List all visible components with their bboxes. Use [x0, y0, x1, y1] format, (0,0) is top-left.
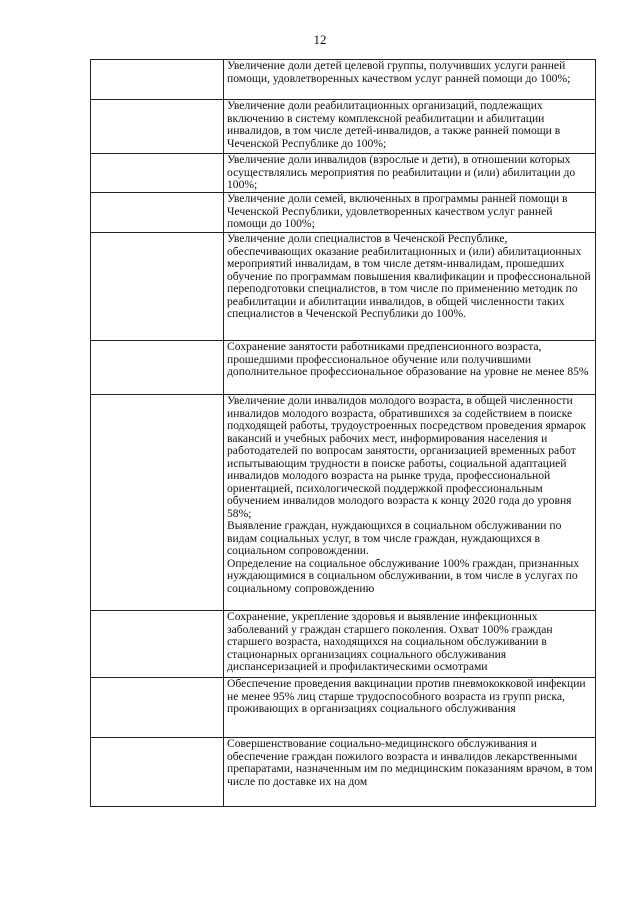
- table-row: [91, 395, 596, 611]
- table-cell-text: [224, 60, 596, 100]
- table-cell-left: [91, 395, 224, 611]
- table-cell-text: [224, 341, 596, 395]
- row-text: Увеличение доли специалистов в Чеченской Республике, обеспечивающих оказание реабилитационных и (или) абилитационных мероприятий инвалидам, в том числе детям-инвалидам, прошедших обучение по программам повышения квалификации и профессиональной переподготовки специалистов, в том числе по применению методик по реабилитации и абилитации инвалидов, в общей численности таких специалистов в Чеченской Республики до 100%.: [227, 233, 591, 320]
- row-text: Увеличение доли семей, включенных в программы ранней помощи в Чеченской Республики, удовлетворенных качеством услуг ранней помощи до 100%;: [227, 193, 568, 230]
- table-cell-left: [91, 100, 224, 154]
- row-text-extra: Определение на социальное обслуживание 100% граждан, признанных нуждающимися в социальном обслуживании, в том числе в услугах по социальному сопровождению: [227, 557, 580, 595]
- table-cell-text: [224, 395, 596, 611]
- table-row: [91, 341, 596, 395]
- table-row: [91, 60, 596, 100]
- table-row: [91, 678, 596, 738]
- table-cell-left: [91, 678, 224, 738]
- table-row: [91, 738, 596, 807]
- row-text: Увеличение доли детей целевой группы, получивших услуги ранней помощи, удовлетворенных качеством услуг ранней помощи до 100%;: [227, 60, 571, 85]
- page-number: 12: [313, 32, 327, 47]
- table-row: [91, 233, 596, 341]
- table-cell-text: [224, 193, 596, 233]
- table-cell-text: [224, 233, 596, 341]
- table-cell-left: [91, 154, 224, 193]
- table-cell-left: [91, 611, 224, 678]
- table-row: [91, 193, 596, 233]
- table-cell-text: [224, 738, 596, 807]
- row-text: Увеличение доли реабилитационных организаций, подлежащих включению в систему комплексной реабилитации и абилитации инвалидов, в том числе детей-инвалидов, а также ранней помощи в Чеченской Республике до 100%;: [227, 100, 561, 150]
- row-text-extra: Выявление граждан, нуждающихся в социальном обслуживании по видам социальных услуг, в том числе граждан, нуждающихся в социальном сопровождении.: [227, 520, 562, 557]
- table-cell-text: [224, 678, 596, 738]
- table-cell-left: [91, 341, 224, 395]
- document-table: [90, 59, 596, 807]
- row-text: Обеспечение проведения вакцинации против пневмококковой инфекции не менее 95% лиц старше трудоспособного возраста из групп риска, проживающих в организациях социального обслуживания: [227, 678, 586, 715]
- table-cell-left: [91, 193, 224, 233]
- row-text: Сохранение, укрепление здоровья и выявление инфекционных заболеваний у граждан старшего поколения. Охват 100% граждан старшего возраста, находящихся на социальном обслуживании в стационарных организациях социального обслуживания диспансеризацией и профилактическими осмотрами: [227, 611, 553, 673]
- table-cell-left: [91, 60, 224, 100]
- table-cell-left: [91, 233, 224, 341]
- row-text: Сохранение занятости работниками предпенсионного возраста, прошедшими профессиональное обучение или получившими дополнительное профессиональное образование на уровне не менее 85%: [227, 341, 589, 378]
- table-cell-text: [224, 154, 596, 193]
- table-row: [91, 611, 596, 678]
- table-row: [91, 100, 596, 154]
- row-text: Совершенствование социально-медицинского обслуживания и обеспечение граждан пожилого возраста и инвалидов лекарственными препаратами, назначенным им по медицинским показаниям врачом, в том числе по доставке их на дом: [227, 738, 593, 788]
- table-cell-left: [91, 738, 224, 807]
- table-cell-text: [224, 100, 596, 154]
- table-row: [91, 154, 596, 193]
- row-text: Увеличение доли инвалидов (взрослые и дети), в отношении которых осуществлялись мероприятия по реабилитации и (или) абилитации до 100%;: [227, 154, 576, 191]
- row-text: Увеличение доли инвалидов молодого возраста, в общей численности инвалидов молодого возраста, обратившихся за содействием в поиске подходящей работы, трудоустроенных посредством проведения ярмарок вакансий и учебных рабочих мест, информирования населения и работодателей по вопросам занятости, организацией временных работ испытывающим трудности в поиске работы, социальной адаптацией инвалидов молодого возраста на рынке труда, профессиональной ориентацией, психологической поддержкой профессиональным обучением инвалидов молодого возраста к концу 2020 года до уровня 58%;: [227, 395, 587, 520]
- table-cell-text: [224, 611, 596, 678]
